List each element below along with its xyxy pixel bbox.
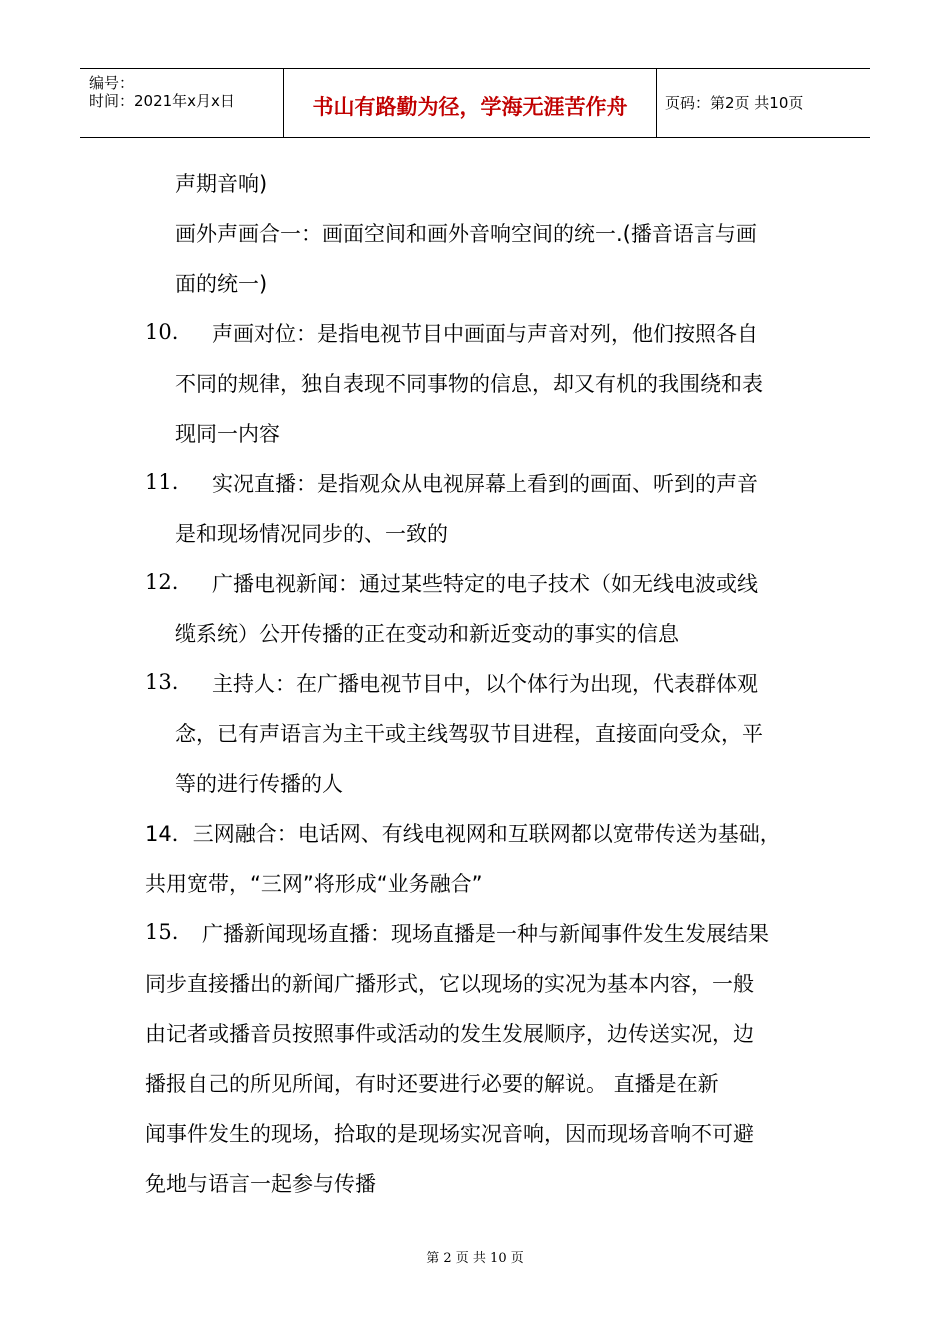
item-text: 广播新闻现场直播：现场直播是一种与新闻事件发生发展结果 (202, 922, 769, 946)
text-line: 画外声画合一：画面空间和画外音响空间的统一.(播音语言与画 (175, 222, 757, 246)
item-number: 10. (145, 320, 179, 344)
text-line: 等的进行传播的人 (175, 772, 343, 796)
item-number: 12. (145, 570, 179, 594)
item-number: 15. (145, 920, 179, 944)
text-line: 声期音响) (175, 172, 268, 196)
page-footer: 第 2 页 共 10 页 (426, 1251, 524, 1266)
item-text: 广播电视新闻：通过某些特定的电子技术（如无线电波或线 (212, 572, 758, 596)
text-line: 同步直接播出的新闻广播形式，它以现场的实况为基本内容，一般 (145, 972, 754, 996)
text-line: 播报自己的所见所闻，有时还要进行必要的解说。 直播是在新 (145, 1072, 719, 1096)
item-text: 实况直播：是指观众从电视屏幕上看到的画面、听到的声音 (212, 472, 758, 496)
item-number: 11. (145, 470, 179, 494)
document-date: 时间：2021年x月x日 (89, 92, 235, 110)
text-line: 念，已有声语言为主干或主线驾驭节目进程，直接面向受众，平 (175, 722, 763, 746)
text-line: 14．三网融合：电话网、有线电视网和互联网都以宽带传送为基础， (145, 822, 781, 846)
text-line: 不同的规律，独自表现不同事物的信息，却又有机的我围绕和表 (175, 372, 763, 396)
text-line: 缆系统）公开传播的正在变动和新近变动的事实的信息 (175, 622, 679, 646)
text-line: 免地与语言一起参与传播 (145, 1172, 376, 1196)
text-line: 共用宽带，“三网”将形成“业务融合” (145, 872, 483, 896)
document-number-label: 编号： (89, 74, 135, 92)
header-page-cell (656, 69, 870, 137)
item-text: 声画对位：是指电视节目中画面与声音对列，他们按照各自 (212, 322, 758, 346)
header-motto: 书山有路勤为径，学海无涯苦作舟 (312, 94, 628, 119)
text-line: 面的统一) (175, 272, 268, 296)
text-line: 由记者或播音员按照事件或活动的发生发展顺序，边传送实况，边 (145, 1022, 754, 1046)
text-line: 闻事件发生的现场，拾取的是现场实况音响，因而现场音响不可避 (145, 1122, 754, 1146)
text-line: 现同一内容 (175, 422, 280, 446)
item-number: 13. (145, 670, 179, 694)
header-motto-cell (283, 69, 657, 137)
text-line: 是和现场情况同步的、一致的 (175, 522, 448, 546)
page-header (80, 68, 870, 138)
item-text: 主持人：在广播电视节目中，以个体行为出现，代表群体观 (212, 672, 758, 696)
header-meta-cell (80, 69, 283, 137)
header-page-info: 页码：第2页 共10页 (665, 94, 804, 112)
